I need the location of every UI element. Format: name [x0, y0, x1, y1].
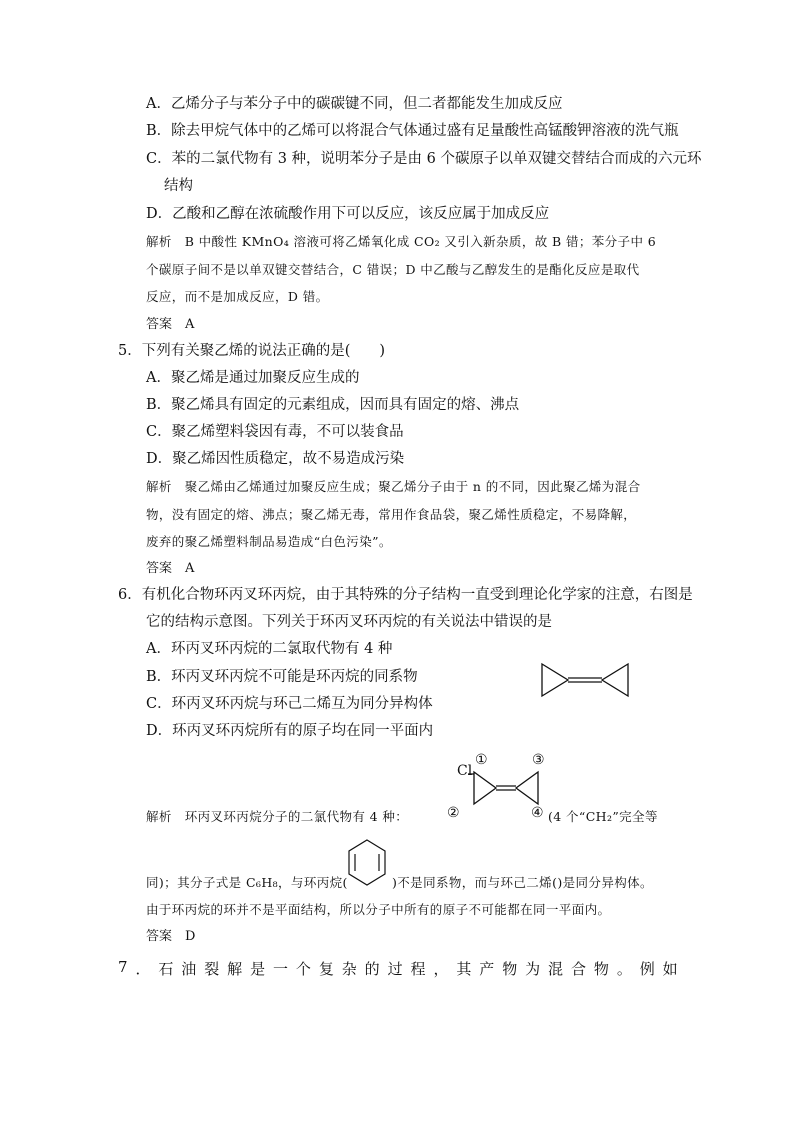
q7-stem-char: 油 — [181, 960, 197, 978]
q6-explanation-line-1-tail: (4 个“CH₂”完全等 — [548, 809, 658, 824]
q5-stem: 5．下列有关聚乙烯的说法正确的是( ) — [118, 343, 386, 359]
q6-option-a: A．环丙叉环丙烷的二氯取代物有 4 种 — [146, 641, 393, 657]
q7-stem-char: 合 — [570, 960, 586, 978]
q5-explanation-line-2: 物，没有固定的熔、沸点；聚乙烯无毒，常用作食品袋，聚乙烯性质稳定，不易降解， — [146, 507, 637, 522]
q7-stem-char: 过 — [387, 960, 403, 978]
q7-stem-char: 为 — [525, 960, 541, 978]
q7-stem-char: 个 — [295, 960, 311, 978]
q7-stem-char: 石 — [158, 960, 174, 978]
position-1-label: ① — [475, 752, 488, 768]
q5-option-a: A．聚乙烯是通过加聚反应生成的 — [146, 370, 360, 386]
q4-option-b: B．除去甲烷气体中的乙烯可以将混合气体通过盛有足量酸性高锰酸钾溶液的洗气瓶 — [146, 123, 679, 139]
q4-option-a: A．乙烯分子与苯分子中的碳碳键不同，但二者都能发生加成反应 — [146, 96, 563, 112]
position-2-label: ② — [447, 805, 460, 821]
q7-stem — [118, 958, 678, 980]
chlorine-label: Cl — [457, 763, 473, 779]
q6-explanation-line-3: 由于环丙烷的环并不是平面结构，所以分子中所有的原子不可能都在同一平面内。 — [146, 902, 611, 917]
q7-stem-char: ． — [135, 960, 151, 978]
q7-stem-char: 程 — [410, 960, 426, 978]
q4-explanation-line-3: 反应，而不是加成反应，D 错。 — [146, 289, 329, 304]
position-3-label: ③ — [532, 752, 545, 768]
q6-option-c: C．环丙叉环丙烷与环己二烯互为同分异构体 — [146, 696, 433, 712]
q6-answer: 答案 D — [146, 929, 196, 944]
q6-explanation-line-2-end: )不是同系物，而与环己二烯()是同分异构体。 — [392, 875, 653, 890]
q7-stem-char: 例 — [639, 960, 655, 978]
position-4-label: ④ — [531, 805, 544, 821]
q6-option-b: B．环丙叉环丙烷不可能是环丙烷的同系物 — [146, 669, 418, 685]
q5-explanation-line-3: 废弃的聚乙烯塑料制品易造成“白色污染”。 — [146, 534, 392, 549]
dichloro-positions-structure — [466, 770, 544, 808]
q7-stem-char: ， — [433, 960, 449, 978]
q5-option-b: B．聚乙烯具有固定的元素组成，因而具有固定的熔、沸点 — [146, 397, 520, 413]
cyclopropylidene-cyclopropane-structure — [540, 662, 630, 698]
q7-stem-char: 混 — [548, 960, 564, 978]
q7-stem-char: 7 — [118, 958, 128, 976]
q4-option-c: C．苯的二氯代物有 3 种，说明苯分子是由 6 个碳原子以单双键交替结合而成的六元环 — [146, 151, 702, 167]
q7-stem-char: 解 — [227, 960, 243, 978]
q6-explanation-line-2-start: 同)；其分子式是 C₆H₈，与环丙烷( — [146, 875, 348, 890]
q5-explanation-line-1: 解析 聚乙烯由乙烯通过加聚反应生成；聚乙烯分子由于 n 的不同，因此聚乙烯为混合 — [146, 479, 641, 494]
q5-option-d: D．聚乙烯因性质稳定，故不易造成污染 — [146, 451, 405, 467]
q4-explanation-line-1: 解析 B 中酸性 KMnO₄ 溶液可将乙烯氧化成 CO₂ 又引入新杂质，故 B 错；苯分子中 6 — [146, 234, 657, 249]
q5-answer: 答案 A — [146, 561, 195, 576]
q7-stem-char: 的 — [364, 960, 380, 978]
q7-stem-char: 杂 — [341, 960, 357, 978]
q4-option-c-continued: 结构 — [164, 178, 193, 194]
q4-option-d: D．乙酸和乙醇在浓硫酸作用下可以反应，该反应属于加成反应 — [146, 206, 550, 222]
q6-stem-line-2: 它的结构示意图。下列关于环丙叉环丙烷的有关说法中错误的是 — [146, 614, 552, 630]
q7-stem-char: 是 — [250, 960, 266, 978]
q7-stem-char: 裂 — [204, 960, 220, 978]
q7-stem-char: 如 — [662, 960, 678, 978]
q7-stem-char: 其 — [456, 960, 472, 978]
cyclohexadiene-structure — [346, 838, 388, 890]
q7-stem-char: 物 — [593, 960, 609, 978]
q7-stem-char: 复 — [318, 960, 334, 978]
q4-answer: 答案 A — [146, 317, 195, 332]
q7-stem-char: 一 — [272, 960, 288, 978]
q6-stem-line-1: 6．有机化合物环丙叉环丙烷，由于其特殊的分子结构一直受到理论化学家的注意，右图是 — [118, 587, 693, 603]
q6-explanation-line-1: 解析 环丙叉环丙烷分子的二氯代物有 4 种： — [146, 809, 409, 824]
q7-stem-char: 。 — [616, 960, 632, 978]
q7-stem-char: 产 — [479, 960, 495, 978]
q7-stem-char: 物 — [502, 960, 518, 978]
q5-option-c: C．聚乙烯塑料袋因有毒，不可以装食品 — [146, 424, 404, 440]
q6-option-d: D．环丙叉环丙烷所有的原子均在同一平面内 — [146, 723, 434, 739]
q4-explanation-line-2: 个碳原子间不是以单双键交替结合，C 错误；D 中乙酸与乙醇发生的是酯化反应是取代 — [146, 262, 640, 277]
